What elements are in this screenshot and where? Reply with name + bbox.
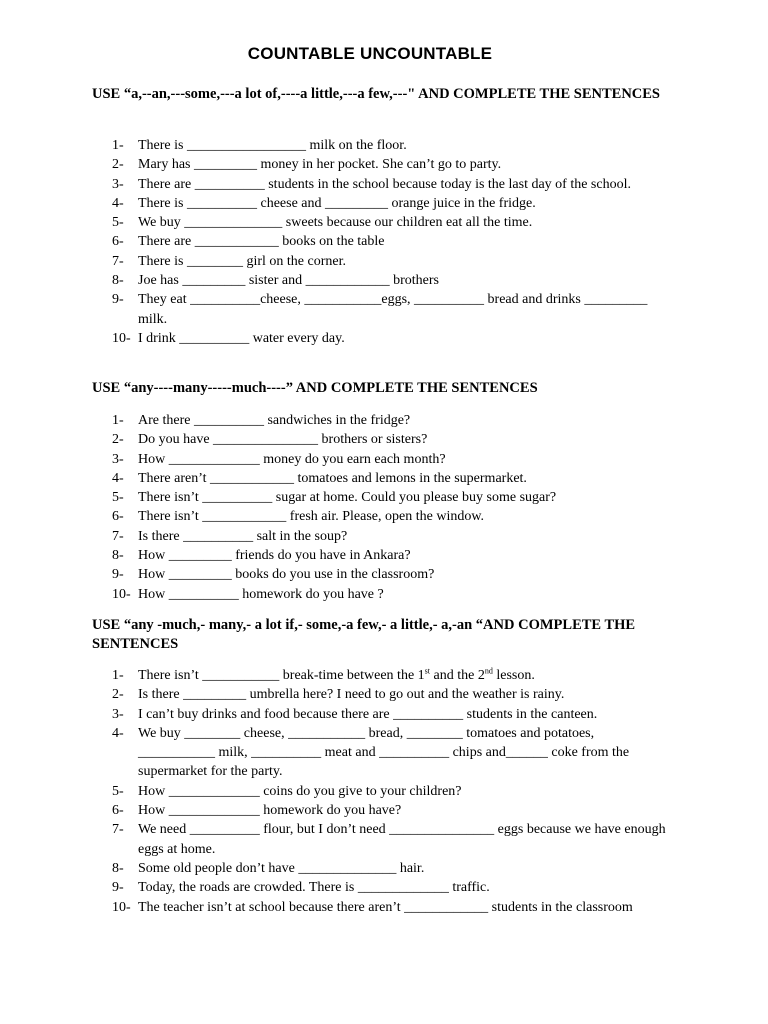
item-number: 8- — [112, 273, 124, 289]
item-text: We buy ________ cheese, ___________ bread, ________ tomatoes and potatoes, ___________ milk, __________ meat and __________ chips and______ coke from the supermarket for the party. — [138, 725, 630, 780]
item-number: 9- — [112, 567, 124, 583]
item-number: 10- — [112, 586, 131, 602]
list-item — [112, 565, 672, 584]
item-number: 7- — [112, 822, 124, 838]
item-text: There isn’t ___________ break-time between the 1 — [138, 668, 425, 683]
item-number: 4- — [112, 725, 124, 741]
item-text: Is there __________ salt in the soup? — [138, 528, 348, 544]
item-number: 5- — [112, 783, 124, 799]
section-2-heading: USE “any----many-----much----” AND COMPLETE THE SENTENCES — [92, 380, 538, 396]
list-item — [112, 585, 672, 604]
list-item — [112, 685, 672, 704]
item-number: 2- — [112, 687, 124, 703]
item-number: 3- — [112, 451, 124, 467]
item-number: 6- — [112, 509, 124, 525]
item-text: Today, the roads are crowded. There is _____________ traffic. — [138, 880, 490, 896]
ordinal-suffix: nd — [484, 666, 493, 676]
item-number: 1- — [112, 138, 124, 153]
item-number: 6- — [112, 234, 124, 250]
list-item — [112, 194, 672, 213]
item-text: We need __________ flour, but I don’t need _______________ eggs because we have enough eggs at home. — [138, 822, 666, 857]
item-text: How _____________ money do you earn each month? — [138, 451, 446, 467]
list-item — [112, 329, 672, 348]
item-number: 5- — [112, 215, 124, 231]
list-item — [112, 801, 672, 820]
list-item — [112, 724, 672, 782]
list-item — [112, 488, 672, 507]
list-item — [112, 820, 672, 859]
item-number: 7- — [112, 253, 124, 269]
list-item — [112, 290, 672, 329]
item-text: and the 2 — [430, 668, 485, 683]
item-number: 4- — [112, 195, 124, 211]
item-text: There aren’t ____________ tomatoes and lemons in the supermarket. — [138, 470, 527, 486]
item-text: lesson. — [492, 668, 535, 683]
section-2-list — [112, 411, 672, 604]
item-text: Some old people don’t have ______________ hair. — [138, 860, 425, 876]
list-item — [112, 527, 672, 546]
item-text: I drink __________ water every day. — [138, 330, 345, 346]
section-3-heading: USE “any -much,- many,- a lot if,- some,-a few,- a little,- a,-an “AND COMPLETE THE SENTENCES — [92, 617, 636, 652]
item-number: 8- — [112, 548, 124, 564]
item-text: How _________ books do you use in the classroom? — [138, 567, 435, 583]
item-number: 9- — [112, 880, 124, 896]
item-text: How __________ homework do you have ? — [138, 586, 384, 602]
list-item — [112, 252, 672, 271]
section-1-list — [112, 136, 672, 348]
item-number: 8- — [112, 860, 124, 876]
section-1-heading: USE “a,--an,---some,---a lot of,----a little,---a few,---" AND COMPLETE THE SENTENCES — [92, 86, 660, 102]
item-number: 1- — [112, 413, 124, 428]
item-number: 3- — [112, 176, 124, 192]
item-number: 10- — [112, 899, 131, 915]
item-text: There is _________________ milk on the floor. — [138, 138, 407, 153]
list-item — [112, 411, 672, 430]
item-text: There are __________ students in the school because today is the last day of the school. — [138, 176, 631, 192]
item-text: Are there __________ sandwiches in the fridge? — [138, 413, 411, 428]
page-title: COUNTABLE UNCOUNTABLE — [247, 44, 493, 63]
list-item — [112, 859, 672, 878]
item-text: The teacher isn’t at school because there aren’t ____________ students in the classroom — [138, 899, 633, 915]
list-item — [112, 136, 672, 155]
item-text: Joe has _________ sister and ____________ brothers — [138, 273, 439, 289]
ordinal-suffix: st — [424, 666, 431, 676]
list-item — [112, 450, 672, 469]
item-number: 9- — [112, 292, 124, 308]
item-number: 1- — [112, 668, 124, 683]
item-text: How _____________ coins do you give to your children? — [138, 783, 462, 799]
item-number: 2- — [112, 157, 124, 173]
list-item — [112, 705, 672, 724]
item-text: We buy ______________ sweets because our children eat all the time. — [138, 215, 533, 231]
item-text: Mary has _________ money in her pocket. She can’t go to party. — [138, 157, 502, 173]
item-number: 3- — [112, 706, 124, 722]
list-item — [112, 271, 672, 290]
item-number: 10- — [112, 330, 131, 346]
item-text: There are ____________ books on the table — [138, 234, 385, 250]
list-item — [112, 175, 672, 194]
item-text: There is __________ cheese and _________ orange juice in the fridge. — [138, 195, 536, 211]
list-item — [112, 898, 672, 917]
list-item — [112, 469, 672, 488]
item-text: Is there _________ umbrella here? I need to go out and the weather is rainy. — [138, 687, 565, 703]
list-item — [112, 507, 672, 526]
item-text: How _____________ homework do you have? — [138, 803, 402, 819]
item-number: 5- — [112, 490, 124, 506]
list-item — [112, 546, 672, 565]
item-text: I can’t buy drinks and food because there are __________ students in the canteen. — [138, 706, 598, 722]
item-number: 6- — [112, 803, 124, 819]
item-text: There isn’t ____________ fresh air. Please, open the window. — [138, 509, 485, 525]
item-text: There is ________ girl on the corner. — [138, 253, 347, 269]
item-text: They eat __________cheese, ___________eggs, __________ bread and drinks _________ milk. — [138, 292, 648, 327]
list-item — [112, 213, 672, 232]
section-3-list — [112, 666, 672, 917]
list-item — [112, 666, 672, 685]
list-item — [112, 782, 672, 801]
list-item — [112, 155, 672, 174]
item-text: Do you have _______________ brothers or sisters? — [138, 432, 428, 448]
item-text: How _________ friends do you have in Ankara? — [138, 548, 411, 564]
item-number: 2- — [112, 432, 124, 448]
list-item — [112, 232, 672, 251]
item-text: There isn’t __________ sugar at home. Could you please buy some sugar? — [138, 490, 557, 506]
item-number: 7- — [112, 528, 124, 544]
item-number: 4- — [112, 470, 124, 486]
list-item — [112, 878, 672, 897]
list-item — [112, 430, 672, 449]
